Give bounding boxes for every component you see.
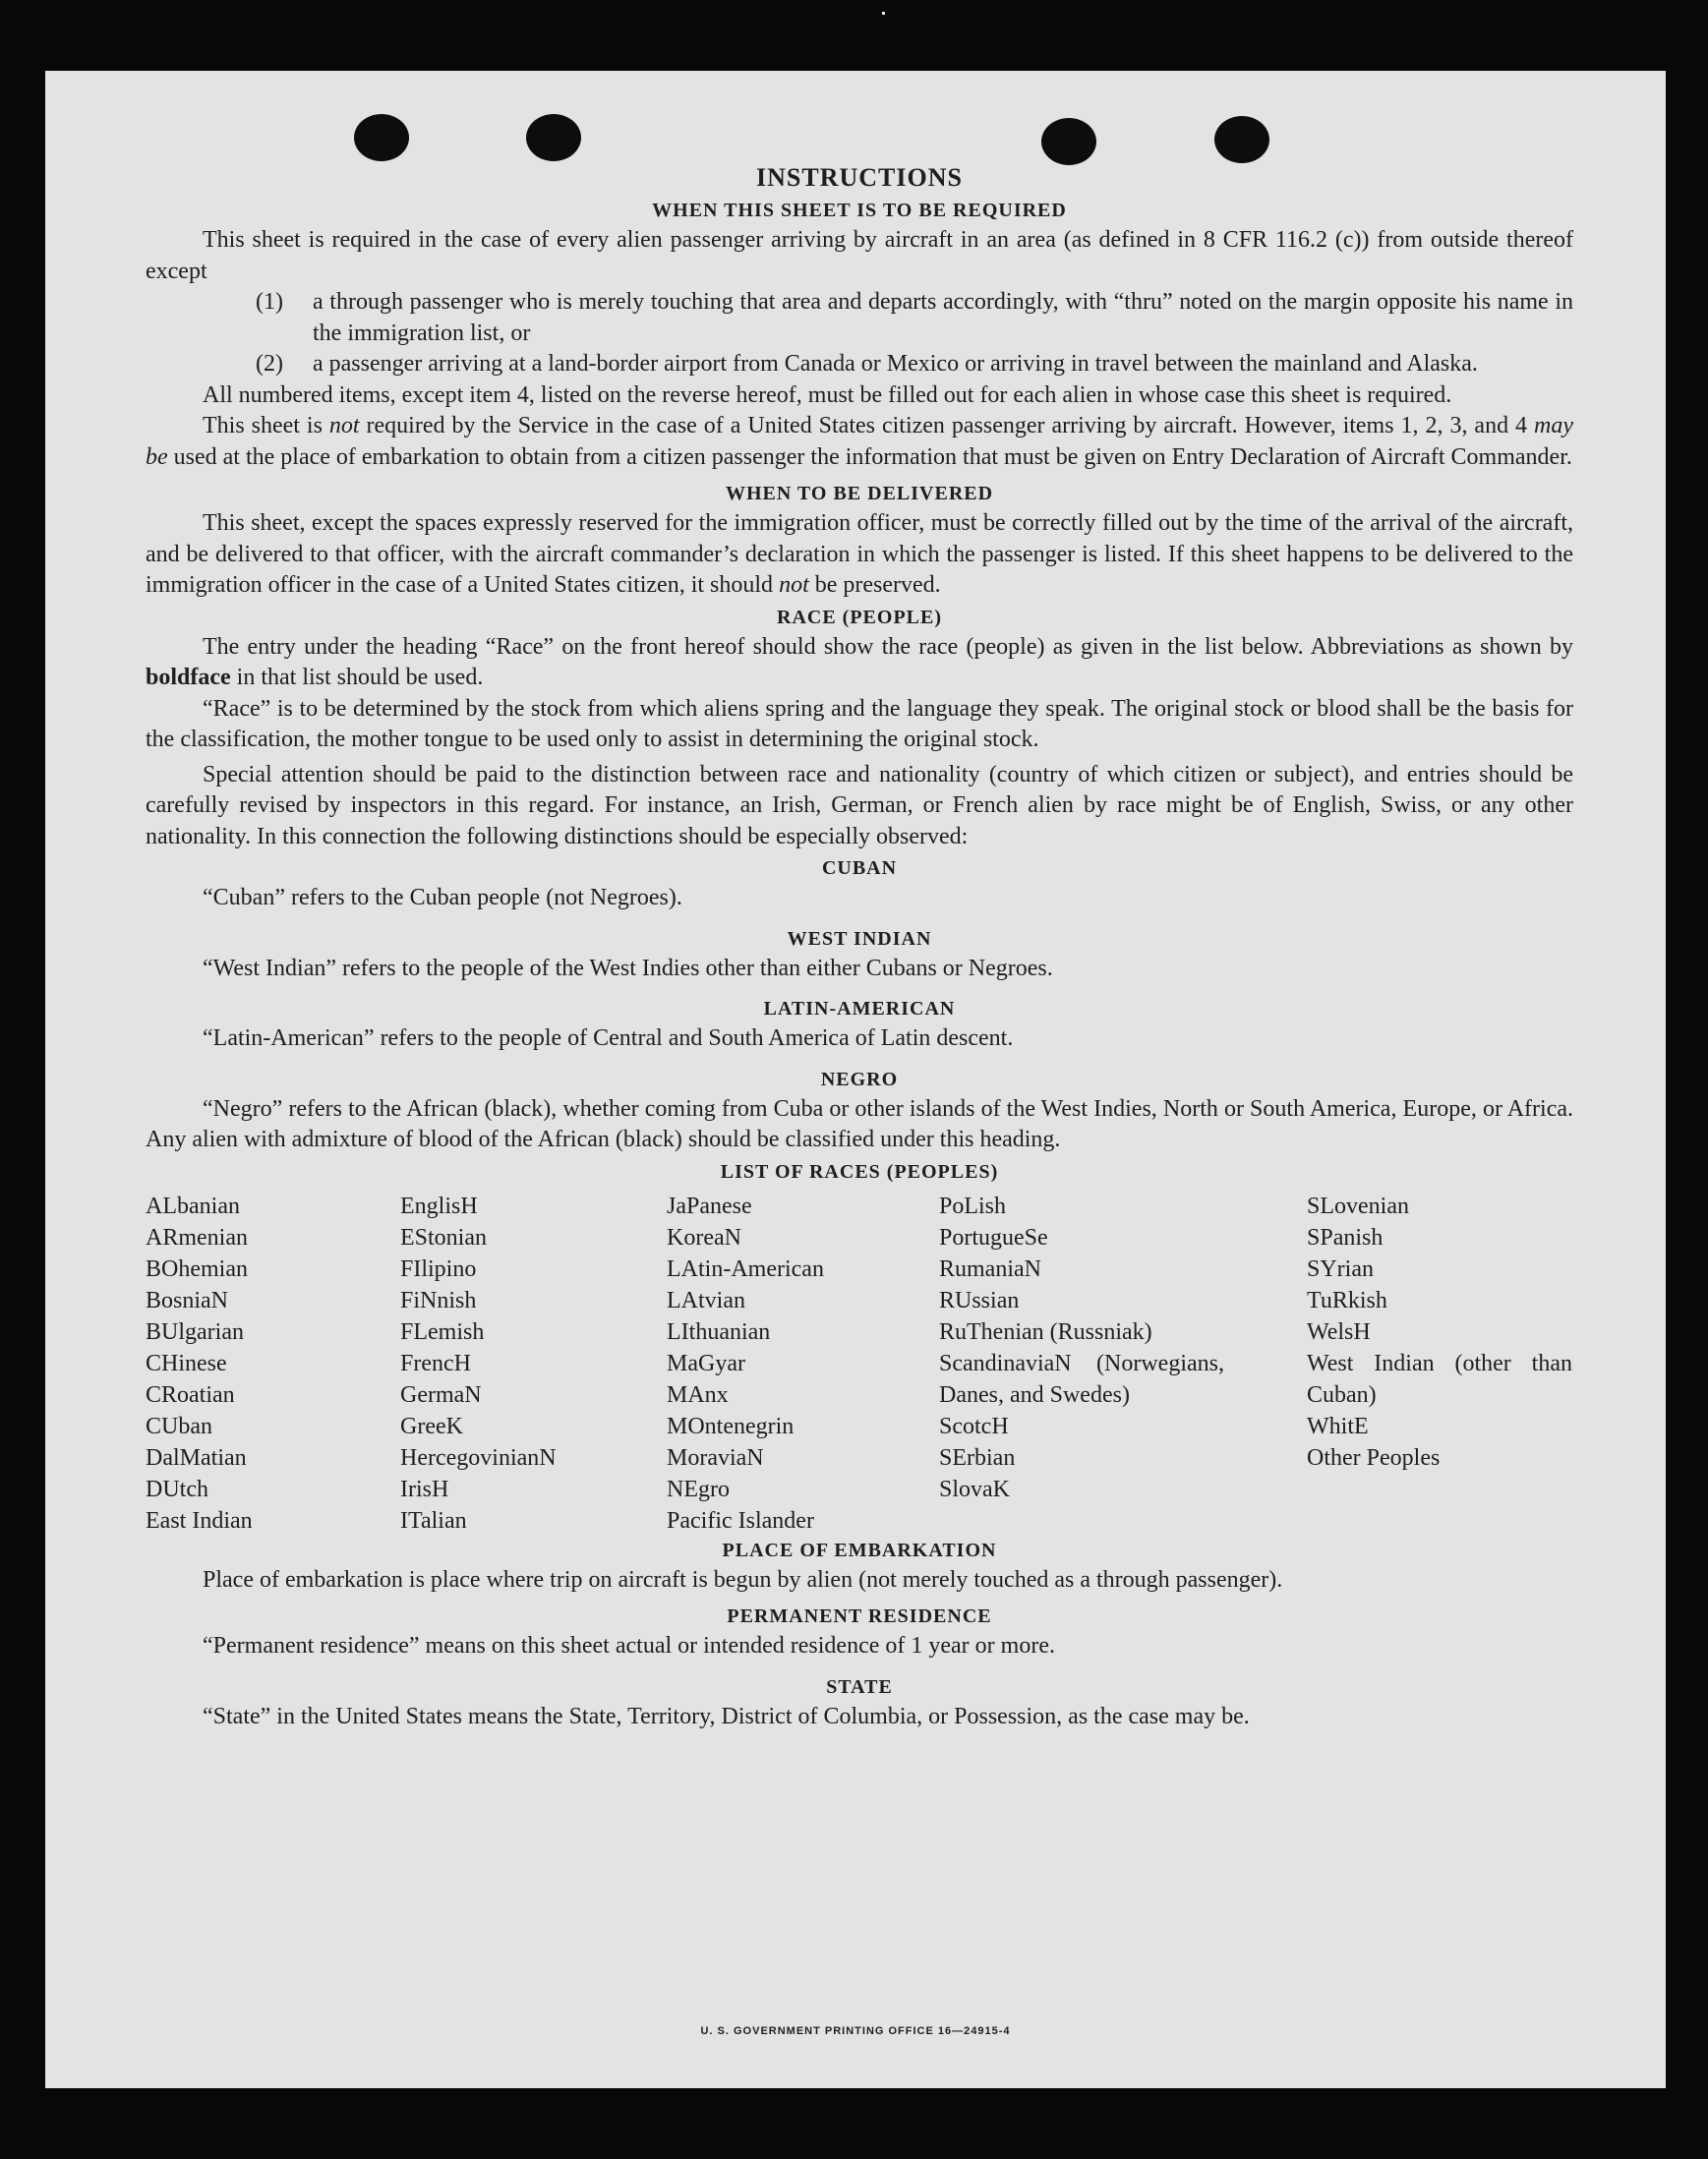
section-heading: WHEN THIS SHEET IS TO BE REQUIRED <box>652 200 1067 221</box>
race-item: CHinese <box>146 1350 227 1376</box>
item-number: (1) <box>256 289 283 315</box>
race-item: LIthuanian <box>667 1318 771 1345</box>
race-item: ARmenian <box>146 1224 248 1251</box>
paragraph: “Cuban” refers to the Cuban people (not Negroes). <box>203 885 682 910</box>
page-title: INSTRUCTIONS <box>756 163 963 192</box>
section-heading: LIST OF RACES (PEOPLES) <box>720 1160 999 1183</box>
race-column <box>146 1191 253 1537</box>
race-item: LAtvian <box>667 1287 745 1313</box>
race-item: RumaniaN <box>939 1255 1041 1282</box>
race-item: ScotcH <box>939 1413 1009 1439</box>
punch-hole <box>1214 116 1269 163</box>
race-item: FLemish <box>400 1318 485 1345</box>
paragraph: This sheet is not required by the Service in the case of a United States citizen passenger arriving by aircraft. However, items 1, 2, 3, and 4 may be used at the place of embarkation to obtain from a citizen passenger the information that must be given on Entry Declaration of Aircraft Commander. <box>146 413 1573 470</box>
race-item: WhitE <box>1307 1413 1369 1439</box>
race-item: IrisH <box>400 1476 449 1502</box>
section-heading: CUBAN <box>821 857 898 879</box>
race-item: GermaN <box>400 1381 482 1408</box>
race-item: SYrian <box>1307 1255 1374 1282</box>
race-item: Pacific Islander <box>667 1507 814 1534</box>
item-number: (2) <box>256 351 283 377</box>
section-heading: STATE <box>826 1675 893 1698</box>
race-item: EStonian <box>400 1224 487 1251</box>
race-item: GreeK <box>400 1413 463 1439</box>
race-item: ITalian <box>400 1507 467 1534</box>
paragraph: “Permanent residence” means on this sheet actual or intended residence of 1 year or more. <box>203 1633 1055 1659</box>
race-item: FrencH <box>400 1350 471 1376</box>
item-text: a passenger arriving at a land-border airport from Canada or Mexico or arriving in travel between the mainland and Alaska. <box>313 351 1478 377</box>
race-item: BosniaN <box>146 1287 228 1313</box>
section-heading: PERMANENT RESIDENCE <box>727 1605 992 1627</box>
punch-hole <box>354 114 409 161</box>
race-item: SPanish <box>1307 1224 1384 1251</box>
race-item: ScandinaviaN (Norwegians, Danes, and Swedes) <box>939 1350 1224 1408</box>
paragraph: This sheet, except the spaces expressly reserved for the immigration officer, must be correctly filled out by the time of the arrival of the aircraft, and be delivered to that officer, with the aircraft commander’s declaration in which the passenger is listed. If this sheet happens to be delivered to the immigration officer in the case of a United States citizen, it should not be preserved. <box>146 510 1573 598</box>
race-column <box>667 1191 824 1537</box>
race-item: Other Peoples <box>1307 1444 1441 1471</box>
section-heading: LATIN-AMERICAN <box>763 998 956 1020</box>
race-item: FiNnish <box>400 1287 477 1313</box>
race-item: KoreaN <box>667 1224 741 1251</box>
race-item: SlovaK <box>939 1476 1010 1502</box>
paragraph: “State” in the United States means the State, Territory, District of Columbia, or Possession, as the case may be. <box>203 1703 1250 1729</box>
paragraph: All numbered items, except item 4, listed on the reverse hereof, must be filled out for each alien in whose case this sheet is required. <box>203 381 1452 408</box>
race-item: DUtch <box>146 1476 208 1502</box>
race-item: WelsH <box>1307 1318 1371 1345</box>
paragraph: Special attention should be paid to the distinction between race and nationality (country of which citizen or subject), and entries should be carefully revised by inspectors in this regard. For instance, an Irish, German, or French alien by race might be of English, Swiss, or any other nationality. In this connection the following distinctions should be especially observed: <box>146 761 1573 849</box>
race-item: LAtin-American <box>667 1255 824 1282</box>
list-item <box>146 287 1573 349</box>
race-item: CUban <box>146 1413 212 1439</box>
race-item: MAnx <box>667 1381 729 1408</box>
race-item: RUssian <box>939 1287 1020 1313</box>
paragraph: “Race” is to be determined by the stock from which aliens spring and the language they speak. The original stock or blood shall be the basis for the classification, the mother tongue to be used only to assist in determining the original stock. <box>146 695 1573 752</box>
race-item: SLovenian <box>1307 1193 1409 1219</box>
race-item: SErbian <box>939 1444 1016 1471</box>
paragraph: Place of embarkation is place where trip on aircraft is begun by alien (not merely touched as a through passenger). <box>203 1566 1283 1593</box>
race-item: RuThenian (Russniak) <box>939 1318 1152 1345</box>
race-list <box>146 1187 1573 1535</box>
document-page <box>45 71 1666 2088</box>
paragraph: “Negro” refers to the African (black), whether coming from Cuba or other islands of the West Indies, North or South America, Europe, or Africa. Any alien with admixture of blood of the African (black) should be classified under this heading. <box>146 1095 1573 1152</box>
race-item: TuRkish <box>1307 1287 1387 1313</box>
section-heading: WEST INDIAN <box>787 927 932 950</box>
race-item: JaPanese <box>667 1193 752 1219</box>
race-item: CRoatian <box>146 1381 235 1408</box>
race-column <box>400 1191 557 1537</box>
scan-mark <box>882 12 885 15</box>
race-item: MoraviaN <box>667 1444 764 1471</box>
instructions-text <box>146 161 1573 1732</box>
race-item: West Indian (other than Cuban) <box>1307 1350 1572 1408</box>
list-item <box>146 349 1573 380</box>
paragraph: This sheet is required in the case of every alien passenger arriving by aircraft in an area (as defined in 8 CFR 116.2 (c)) from outside thereof except <box>146 227 1573 284</box>
race-item: FIlipino <box>400 1255 477 1282</box>
race-item: NEgro <box>667 1476 730 1502</box>
paragraph: “Latin-American” refers to the people of Central and South America of Latin descent. <box>203 1025 1014 1051</box>
race-item: East Indian <box>146 1507 253 1534</box>
punch-hole <box>1041 118 1096 165</box>
race-column <box>1307 1191 1572 1474</box>
item-text: a through passenger who is merely touching that area and departs accordingly, with “thru” noted on the margin opposite his name in the immigration list, or <box>313 289 1573 346</box>
race-item: MaGyar <box>667 1350 745 1376</box>
race-item: BUlgarian <box>146 1318 244 1345</box>
printer-imprint: U. S. GOVERNMENT PRINTING OFFICE 16—24915-4 <box>700 2025 1011 2037</box>
race-item: PoLish <box>939 1193 1007 1219</box>
section-heading: RACE (PEOPLE) <box>777 606 942 628</box>
race-item: ALbanian <box>146 1193 240 1219</box>
section-heading: PLACE OF EMBARKATION <box>722 1539 997 1561</box>
paragraph: “West Indian” refers to the people of the West Indies other than either Cubans or Negroes. <box>203 955 1053 981</box>
section-heading: NEGRO <box>820 1068 899 1090</box>
race-item: EnglisH <box>400 1193 478 1219</box>
race-column <box>939 1191 1224 1505</box>
race-item: MOntenegrin <box>667 1413 795 1439</box>
race-item: DalMatian <box>146 1444 247 1471</box>
race-item: HercegovinianN <box>400 1444 557 1471</box>
race-item: PortugueSe <box>939 1224 1048 1251</box>
paragraph: The entry under the heading “Race” on the front hereof should show the race (people) as given in the list below. Abbreviations as shown by boldface in that list should be used. <box>146 633 1573 690</box>
race-item: BOhemian <box>146 1255 248 1282</box>
punch-hole <box>526 114 581 161</box>
section-heading: WHEN TO BE DELIVERED <box>725 483 994 504</box>
